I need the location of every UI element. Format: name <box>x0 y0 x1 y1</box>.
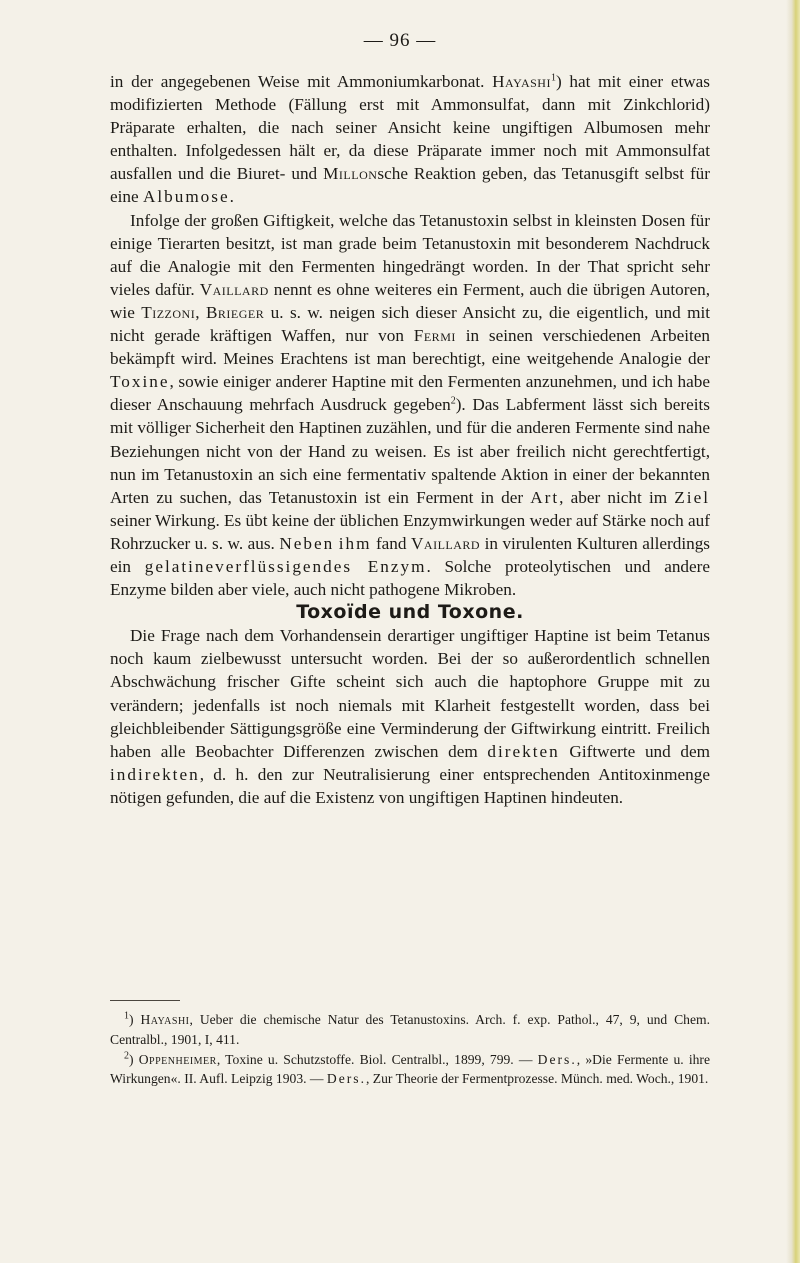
author-name: Vaillard <box>411 533 481 553</box>
emphasis-spaced: Art <box>530 487 560 507</box>
emphasis-spaced: Ders. <box>326 1071 366 1087</box>
footnote-2: $^2$) Oppenheimer, Toxine u. Schutzstoffe. Biol. Centralbl., 1899, 799. — Ders., »Die Fermente u. ihre Wirkungen«. II. Aufl. Leipzig 1903. — Ders., Zur Theorie der Fermentprozesse. Münch. med. Woch., 1901. <box>110 1050 710 1087</box>
author-name: Tizzoni <box>141 302 196 322</box>
emphasis-spaced: Albumose. <box>142 187 236 207</box>
emphasis-spaced: ihm <box>338 533 372 553</box>
emphasis-spaced: gelatineverflüssigendes Enzym <box>144 556 427 576</box>
footnote-separator <box>110 1000 180 1001</box>
footnote-ref: 1 <box>124 1010 129 1022</box>
emphasis-spaced: Toxine <box>110 372 170 392</box>
paragraph: Infolge der großen Giftigkeit, welche das Tetanustoxin selbst in kleinsten Dosen für einige Tierarten besitzt, ist man grade beim Tetanustoxin mit besonderem Nachdruck auf die Analogie mit den Fermenten hingedrängt worden. In der That spricht sehr vieles dafür. Vaillard nennt es ohne weiteres ein Ferment, auch die übrigen Autoren, wie Tizzoni, Brieger u. s. w. neigen sich dieser Ansicht zu, die eigentlich, und mit nicht gerade kräftigen Waffen, nur von Fermi in seinen verschiedenen Arbeiten bekämpft wird. Meines Erachtens ist man berechtigt, eine weitgehende Analogie der Toxine, sowie einiger anderer Haptine mit den Fermenten anzunehmen, und ich habe dieser Anschauung mehrfach Ausdruck gegeben$^2$). Das Labferment lässt sich bereits mit völliger Sicherheit den Haptinen zuzählen, und für die anderen Fermente sind nahe Beziehungen nicht von der Hand zu weisen. Es ist aber freilich nicht gerechtfertigt, nun im Tetanustoxin an sich eine fermentativ spaltende Aktion in einer der bekannten Arten zu suchen, das Tetanustoxin ist ein Ferment in der Art, aber nicht im Ziel seiner Wirkung. Es übt keine der üblichen Enzymwirkungen weder auf Stärke noch auf Rohrzucker u. s. w. aus. Neben ihm fand Vaillard in virulenten Kulturen allerdings ein gelatineverflüssigendes Enzym. Solche proteolytischen und andere Enzyme bilden aber viele, auch nicht pathogene Mikroben. <box>110 210 711 600</box>
footnote-ref: 2 <box>450 395 456 407</box>
author-name: Brieger <box>205 302 265 322</box>
footnotes <box>110 1010 710 1089</box>
emphasis-spaced: Ders. <box>537 1051 577 1067</box>
author-name: Millon <box>323 164 378 184</box>
author-name: Fermi <box>413 326 456 346</box>
emphasis-spaced: direkten <box>487 741 560 761</box>
author-name: Hayashi <box>140 1012 190 1027</box>
author-name: Hayashi <box>492 72 551 91</box>
author-name: Oppenheimer <box>138 1051 217 1067</box>
body-text <box>110 70 710 809</box>
paragraph: in der angegebenen Weise mit Ammoniumkarbonat. Hayashi$^1$) hat mit einer etwas modifizierten Methode (Fällung erst mit Ammonsulfat, dann mit Zinkchlorid) Präparate erhalten, die nach seiner Ansicht keine ungiftigen Albumosen mehr enthalten. Infolgedessen hält er, da diese Präparate immer noch mit Ammonsulfat ausfallen und die Biuret- und Millonsche Reaktion geben, das Tetanusgift selbst für eine Albumose. <box>110 72 711 207</box>
author-name: Vaillard <box>199 279 269 299</box>
footnote-ref: 2 <box>124 1050 129 1062</box>
section-heading: Toxoïde und Toxone. <box>296 601 524 624</box>
emphasis-spaced: Ziel <box>674 487 710 507</box>
paragraph: Die Frage nach dem Vorhandensein derartiger ungiftiger Haptine ist beim Tetanus noch kaum zielbewusst untersucht worden. Bei der so außerordentlich schnellen Abschwächung frischer Gifte scheint sich auch die haptophore Gruppe mit zu verändern; jedenfalls ist noch niemals mit Klarheit festgestellt worden, dass bei gleichbleibender Sättigungsgröße eine Verminderung der Giftwirkung eintritt. Freilich haben alle Beobachter Differenzen zwischen dem direkten Giftwerte und dem indirekten, d. h. den zur Neutralisierung einer entsprechenden Antitoxinmenge nötigen gefunden, die auf die Existenz von ungiftigen Haptinen hindeuten. <box>110 626 710 807</box>
page-edge-stain <box>786 0 800 1263</box>
emphasis-spaced: indirekten <box>110 764 200 784</box>
page-number: — 96 — <box>363 30 437 51</box>
footnote-ref: 1 <box>550 72 556 84</box>
footnote-1: $^1$) Hayashi, Ueber die chemische Natur des Tetanustoxins. Arch. f. exp. Pathol., 47, 9, und Chem. Centralbl., 1901, I, 411. <box>110 1010 710 1047</box>
emphasis-spaced: Neben <box>279 533 335 553</box>
